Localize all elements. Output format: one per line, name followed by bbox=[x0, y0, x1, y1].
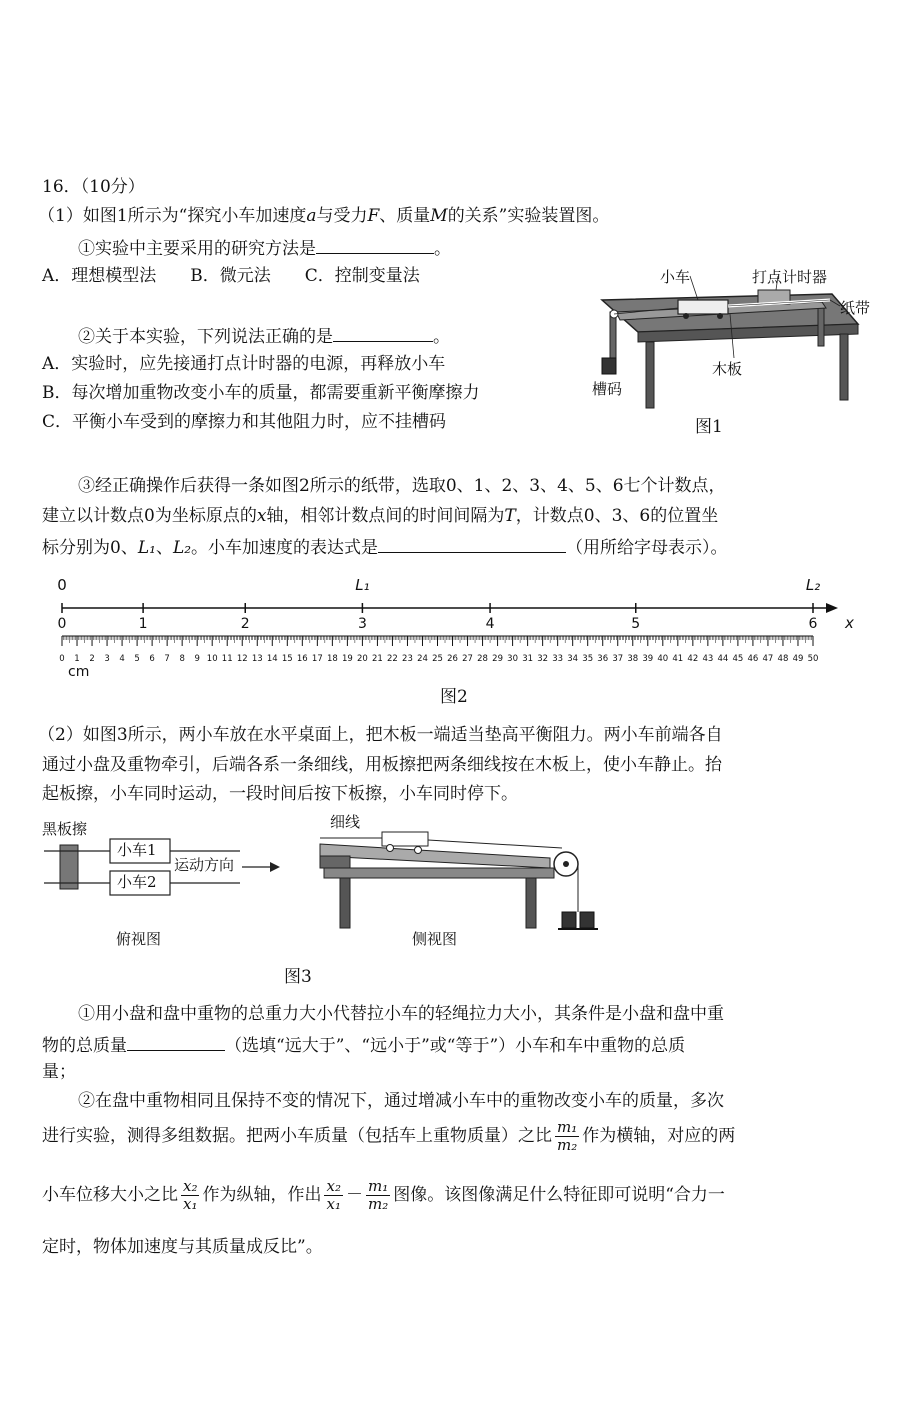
figure2-ruler-number: 26 bbox=[447, 654, 458, 664]
figure1-label-car: 小车 bbox=[660, 268, 691, 286]
q1-end: 。 bbox=[434, 239, 451, 259]
question-header: 16．（10分） bbox=[42, 177, 145, 197]
p2-q2-line3-c: 图像。该图像满足什么特征即可说明“合力一 bbox=[393, 1185, 725, 1205]
figure3-tabletop bbox=[324, 868, 554, 878]
fraction-m-den-b: m₂ bbox=[367, 1195, 389, 1213]
figure2-ruler-number: 12 bbox=[236, 654, 248, 664]
figure2-ruler-number: 30 bbox=[507, 654, 519, 664]
q3-line3 bbox=[42, 534, 728, 559]
part2-line3: 起板擦，小车同时运动，一段时间后按下板擦，小车同时停下。 bbox=[42, 784, 518, 804]
q3-answer-blank[interactable] bbox=[378, 534, 566, 553]
figure2-ruler-number: 14 bbox=[266, 654, 278, 664]
p2-q1-line3: 量； bbox=[42, 1062, 76, 1082]
figure2-point-label: 4 bbox=[485, 616, 495, 632]
p2-q2-line1: ②在盘中重物相同且保持不变的情况下，通过增减小车中的重物改变小车的质量，多次 bbox=[78, 1091, 724, 1111]
figure2-ruler-number: 31 bbox=[522, 654, 534, 664]
figure3-label-side-view: 侧视图 bbox=[412, 930, 458, 948]
figure3-label-top-view: 俯视图 bbox=[116, 930, 162, 948]
figure2-ruler-number: 34 bbox=[567, 654, 579, 664]
p2-q2-line2 bbox=[42, 1116, 735, 1156]
figure2-axis-label: x bbox=[845, 614, 854, 632]
figure1-label-board: 木板 bbox=[712, 360, 743, 378]
q3-line2-c: ，计数点0、3、6的位置坐 bbox=[515, 506, 719, 526]
p2-q2-line4: 定时，物体加速度与其质量成反比”。 bbox=[42, 1237, 323, 1257]
q3-line3-b: 。小车加速度的表达式是 bbox=[191, 538, 379, 558]
figure2-ruler-number: 19 bbox=[341, 654, 353, 664]
var-a: a bbox=[306, 206, 317, 226]
p2-q1-line2-b: （选填“远大于”、“远小于”或“等于”）小车和车中重物的总质 bbox=[225, 1036, 686, 1056]
p2-q1-line1: ①用小盘和盘中重物的总重力大小代替拉小车的轻绳拉力大小，其条件是小盘和盘中重 bbox=[78, 1004, 724, 1024]
figure2-ruler-number: 39 bbox=[642, 654, 654, 664]
figure3-label-car2: 小车2 bbox=[117, 873, 157, 891]
figure2-ruler-number: 41 bbox=[672, 654, 684, 664]
fraction-m-den: m₂ bbox=[557, 1136, 578, 1154]
fraction-x2-x1 bbox=[181, 1178, 199, 1213]
var-L2: L₂ bbox=[172, 538, 192, 558]
figure2-ruler-number: 27 bbox=[462, 654, 473, 664]
fraction-x-den-b: x₁ bbox=[326, 1195, 341, 1213]
figure1-leader bbox=[690, 276, 698, 300]
figure3-car-wheel bbox=[387, 845, 394, 852]
q2-option-c: C．平衡小车受到的摩擦力和其他阻力时，应不挂槽码 bbox=[42, 412, 447, 432]
figure2-ruler-number: 49 bbox=[792, 654, 804, 664]
figure1-car bbox=[678, 300, 728, 314]
q2-option-a: A．实验时，应先接通打点计时器的电源，再释放小车 bbox=[42, 354, 446, 374]
q3-line3-a: 标分别为0、 bbox=[42, 538, 138, 558]
figure3-pulley-hub bbox=[563, 861, 569, 867]
figure2-ruler-number: 32 bbox=[537, 654, 549, 664]
figure2-caption: 图2 bbox=[440, 687, 468, 707]
figure1-apparatus bbox=[590, 262, 870, 412]
var-T: T bbox=[504, 506, 516, 526]
q1-answer-blank[interactable] bbox=[316, 235, 434, 254]
figure2-ruler-number: 38 bbox=[627, 654, 639, 664]
figure2-ruler-number: 21 bbox=[372, 654, 383, 664]
q3-line3-c: （用所给字母表示）。 bbox=[566, 538, 728, 558]
part2-line2: 通过小盘及重物牵引，后端各系一条细线，用板擦把两条细线按在木板上，使小车静止。抬 bbox=[42, 755, 722, 775]
figure2-top-label: 0 bbox=[57, 576, 67, 594]
figure2-ruler-number: 13 bbox=[251, 654, 263, 664]
q2-answer-blank[interactable] bbox=[333, 323, 433, 342]
q2-end: 。 bbox=[433, 327, 450, 347]
part1-intro bbox=[38, 205, 609, 227]
figure2-point-label: 3 bbox=[357, 616, 367, 632]
figure2-ruler-number: 45 bbox=[732, 654, 744, 664]
figure1-label-tape: 纸带 bbox=[840, 299, 871, 317]
figure2-point-label: 1 bbox=[138, 616, 148, 632]
q2-option-b: B．每次增加重物改变小车的质量，都需要重新平衡摩擦力 bbox=[42, 383, 480, 403]
p2-q1-line2 bbox=[42, 1032, 685, 1057]
q1-prompt bbox=[78, 235, 451, 260]
p2-q2-line2-b: 作为横轴，对应的两 bbox=[582, 1126, 736, 1146]
figure2-ruler-number: 22 bbox=[387, 654, 398, 664]
figure2-ruler-number: 33 bbox=[552, 654, 564, 664]
figure1-leg bbox=[646, 342, 654, 408]
part1-intro-end: 的关系”实验装置图。 bbox=[447, 206, 610, 226]
q1-options: A．理想模型法 B．微元法 C．控制变量法 bbox=[42, 266, 420, 286]
figure2-top-label: L₁ bbox=[355, 576, 370, 594]
figure2-ruler-number: 16 bbox=[296, 654, 308, 664]
figure2-unit-label: cm bbox=[68, 664, 90, 680]
figure2-ruler-number: 6 bbox=[149, 654, 155, 664]
figure2-ruler-number: 20 bbox=[356, 654, 368, 664]
figure2-ruler-number: 8 bbox=[179, 654, 185, 664]
figure2-ruler-number: 18 bbox=[326, 654, 338, 664]
p2-q1-answer-blank[interactable] bbox=[127, 1032, 225, 1051]
fraction-m-num: m₁ bbox=[557, 1118, 578, 1136]
part1-intro-text: （1）如图1所示为“探究小车加速度 bbox=[38, 206, 307, 226]
p2-q2-line2-a: 进行实验，测得多组数据。把两小车质量（包括车上重物质量）之比 bbox=[42, 1126, 552, 1146]
figure1-wheel bbox=[717, 313, 723, 319]
q2-prompt bbox=[78, 323, 450, 348]
figure2-ruler-number: 15 bbox=[281, 654, 293, 664]
figure2-ruler-number: 42 bbox=[687, 654, 699, 664]
figure2-ruler-number: 25 bbox=[432, 654, 443, 664]
var-M: M bbox=[430, 206, 448, 226]
q3-line2-b: 轴，相邻计数点间的时间间隔为 bbox=[266, 506, 505, 526]
figure2-ruler-number: 40 bbox=[657, 654, 669, 664]
var-L1: L₁ bbox=[137, 538, 156, 558]
figure2-ruler-number: 28 bbox=[477, 654, 488, 664]
figure2-ruler-number: 9 bbox=[194, 654, 200, 664]
p2-q2-dash: － bbox=[345, 1185, 363, 1205]
figure2-point-label: 0 bbox=[57, 616, 67, 632]
figure3-caption: 图3 bbox=[284, 967, 312, 987]
figure3-pan-weight bbox=[580, 912, 594, 928]
fraction-m-num-b: m₁ bbox=[367, 1177, 389, 1195]
fraction-x2-x1-b bbox=[324, 1178, 342, 1213]
figure2-ruler-number: 5 bbox=[134, 654, 140, 664]
figure2-ruler-number: 46 bbox=[747, 654, 759, 664]
figure2-point-label: 2 bbox=[240, 616, 250, 632]
figure2-ruler-number: 43 bbox=[702, 654, 714, 664]
figure2-ruler-number: 3 bbox=[104, 654, 110, 664]
figure3-label-direction: 运动方向 bbox=[174, 856, 235, 874]
q3-line2-a: 建立以计数点0为坐标原点的 bbox=[42, 506, 257, 526]
q2-text: ②关于本实验，下列说法正确的是 bbox=[78, 327, 333, 347]
figure3-leg bbox=[340, 878, 350, 928]
figure3-string bbox=[428, 840, 562, 848]
fraction-x-num-b: x₂ bbox=[326, 1177, 341, 1195]
figure3-direction-arrowhead bbox=[270, 862, 280, 872]
figure2-ruler-number: 23 bbox=[402, 654, 413, 664]
figure3-support-block bbox=[320, 856, 350, 868]
figure1-weight bbox=[602, 358, 616, 374]
figure2-ruler-number: 1 bbox=[74, 654, 80, 664]
var-F: F bbox=[367, 206, 380, 226]
figure2-ruler-number: 17 bbox=[311, 654, 323, 664]
figure1-wheel bbox=[683, 313, 689, 319]
figure2-ruler-number: 0 bbox=[59, 654, 65, 664]
q3-sep: 、 bbox=[155, 538, 173, 558]
figure2-ruler-number: 36 bbox=[597, 654, 609, 664]
figure3-label-eraser: 黑板擦 bbox=[42, 820, 88, 838]
figure3-car bbox=[382, 832, 428, 846]
fraction-x-num: x₂ bbox=[183, 1177, 198, 1195]
fraction-m1-m2 bbox=[555, 1119, 579, 1154]
p2-q2-line3 bbox=[42, 1175, 725, 1215]
figure2-point-label: 6 bbox=[808, 616, 818, 632]
figure2-ruler-number: 11 bbox=[221, 654, 233, 664]
part2-line1: （2）如图3所示，两小车放在水平桌面上，把木板一端适当垫高平衡阻力。两小车前端各自 bbox=[38, 725, 723, 745]
fraction-x-den: x₁ bbox=[183, 1195, 198, 1213]
figure1-leg bbox=[840, 334, 848, 400]
figure2-axis-arrow bbox=[826, 603, 838, 613]
figure1-label-timer: 打点计时器 bbox=[752, 268, 828, 286]
figure2-ruler-number: 10 bbox=[206, 654, 218, 664]
figure2-ruler-number: 35 bbox=[582, 654, 594, 664]
figure2-ruler-number: 4 bbox=[119, 654, 125, 664]
q1-text: ①实验中主要采用的研究方法是 bbox=[78, 239, 316, 259]
q3-line1: ③经正确操作后获得一条如图2所示的纸带，选取0、1、2、3、4、5、6七个计数点， bbox=[78, 476, 726, 496]
figure3-leg bbox=[526, 878, 536, 928]
figure1-caption: 图1 bbox=[695, 417, 723, 437]
figure2-ruler-number: 50 bbox=[807, 654, 819, 664]
p2-q1-line2-a: 物的总质量 bbox=[42, 1036, 127, 1056]
figure3-car-wheel bbox=[415, 847, 422, 854]
figure3-label-thread: 细线 bbox=[330, 813, 361, 831]
figure2-ruler-number: 29 bbox=[492, 654, 503, 664]
figure2-ruler-number: 48 bbox=[777, 654, 789, 664]
figure2-tape-ruler bbox=[40, 570, 860, 682]
p2-q2-line3-b: 作为纵轴，作出 bbox=[202, 1185, 322, 1205]
figure2-ruler-number: 47 bbox=[762, 654, 774, 664]
figure2-ruler-number: 37 bbox=[612, 654, 624, 664]
figure2-point-label: 5 bbox=[631, 616, 641, 632]
fraction-m1-m2-b bbox=[366, 1178, 390, 1213]
part1-intro-mid2: 、质量 bbox=[379, 206, 431, 226]
var-x: x bbox=[256, 506, 267, 526]
figure1-label-weight: 槽码 bbox=[592, 380, 623, 398]
figure2-ruler-number: 7 bbox=[164, 654, 170, 664]
figure3-pan-weight bbox=[562, 912, 576, 928]
figure3-label-car1: 小车1 bbox=[117, 841, 157, 859]
figure1-leg bbox=[818, 306, 824, 346]
figure2-ruler-number: 2 bbox=[89, 654, 95, 664]
figure2-top-label: L₂ bbox=[805, 576, 821, 594]
part1-intro-mid1: 与受力 bbox=[316, 206, 368, 226]
p2-q2-line3-a: 小车位移大小之比 bbox=[42, 1185, 178, 1205]
q3-line2 bbox=[42, 505, 718, 527]
figure2-ruler-number: 24 bbox=[417, 654, 428, 664]
figure2-ruler-number: 44 bbox=[717, 654, 729, 664]
figure3-board bbox=[320, 844, 550, 868]
